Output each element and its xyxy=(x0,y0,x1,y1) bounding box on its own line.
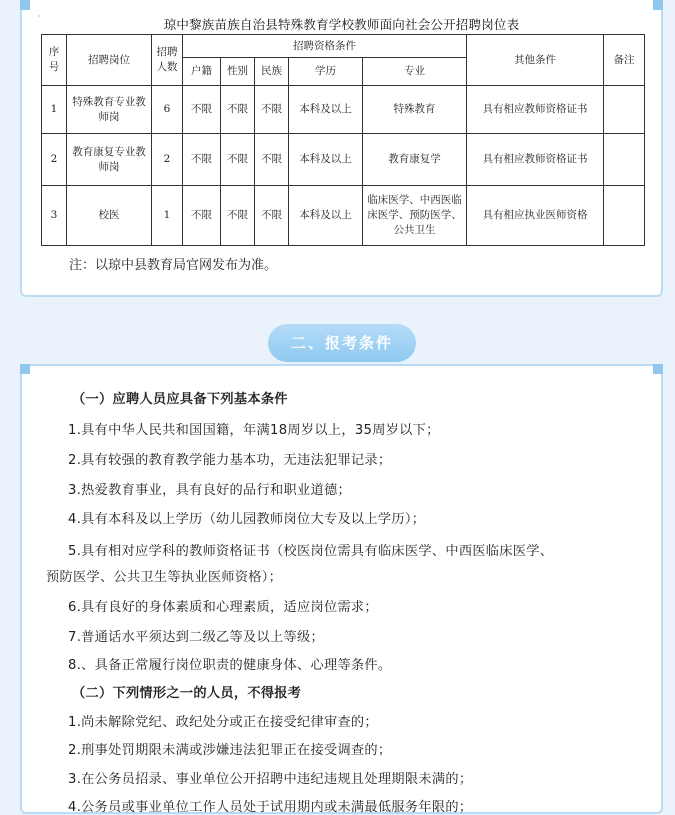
header-gender: 性别 xyxy=(221,58,255,86)
header-ethnicity: 民族 xyxy=(255,58,289,86)
header-requirements: 招聘资格条件 xyxy=(183,35,467,58)
cell-household: 不限 xyxy=(183,86,221,134)
cell-household: 不限 xyxy=(183,186,221,246)
condition-item: 预防医学、公共卫生等执业医师资格）； xyxy=(46,570,283,585)
header-major: 专业 xyxy=(363,58,467,86)
condition-item: 7.普通话水平须达到二级乙等及以上等级； xyxy=(68,630,324,645)
header-remark: 备注 xyxy=(604,35,645,86)
subsection-heading: （二）下列情形之一的人员，不得报考 xyxy=(72,686,302,701)
condition-item: 1.尚未解除党纪、政纪处分或正在接受纪律审查的； xyxy=(68,715,378,730)
header-other: 其他条件 xyxy=(467,35,604,86)
table-title: 琼中黎族苗族自治县特殊教育学校教师面向社会公开招聘岗位表 xyxy=(163,17,520,32)
cell-major: 教育康复学 xyxy=(363,134,467,186)
condition-item: 3.热爱教育事业，具有良好的品行和职业道德； xyxy=(68,483,351,498)
cell-other: 具有相应教师资格证书 xyxy=(467,86,604,134)
conditions-card xyxy=(20,364,663,814)
cell-count: 2 xyxy=(152,134,183,186)
card-corner-decoration xyxy=(20,364,30,374)
cell-education: 本科及以上 xyxy=(289,86,363,134)
subsection-heading: （一）应聘人员应具备下列基本条件 xyxy=(72,392,288,407)
header-seq: 序号 xyxy=(42,35,67,86)
cell-count: 6 xyxy=(152,86,183,134)
condition-item: 5.具有相对应学科的教师资格证书（校医岗位需具有临床医学、中西医临床医学、 xyxy=(68,544,554,559)
cell-remark xyxy=(604,134,645,186)
cell-gender: 不限 xyxy=(221,86,255,134)
card-corner-decoration xyxy=(20,0,30,10)
section-heading-badge: 二、报考条件 xyxy=(268,324,416,362)
condition-item: 2.刑事处罚期限未满或涉嫌违法犯罪正在接受调查的； xyxy=(68,743,392,758)
table-row xyxy=(42,134,645,186)
bullet-dot: · xyxy=(38,12,41,21)
condition-item: 3.在公务员招录、事业单位公开招聘中违纪违规且处理期限未满的； xyxy=(68,772,473,787)
jobs-table xyxy=(41,34,645,246)
cell-other: 具有相应教师资格证书 xyxy=(467,134,604,186)
cell-education: 本科及以上 xyxy=(289,134,363,186)
condition-item: 6.具有良好的身体素质和心理素质，适应岗位需求； xyxy=(68,600,378,615)
table-row xyxy=(42,186,645,246)
header-count: 招聘人数 xyxy=(152,35,183,86)
cell-household: 不限 xyxy=(183,134,221,186)
table-row xyxy=(42,86,645,134)
condition-item: 4.具有本科及以上学历（幼儿园教师岗位大专及以上学历）； xyxy=(68,512,426,527)
table-card xyxy=(20,0,663,297)
cell-major: 临床医学、中西医临床医学、预防医学、公共卫生 xyxy=(363,186,467,246)
card-corner-decoration xyxy=(653,0,663,10)
cell-remark xyxy=(604,186,645,246)
cell-seq: 3 xyxy=(42,186,67,246)
condition-item: 8.、具备正常履行岗位职责的健康身体、心理等条件。 xyxy=(68,658,392,673)
cell-gender: 不限 xyxy=(221,134,255,186)
cell-education: 本科及以上 xyxy=(289,186,363,246)
cell-position: 教育康复专业教师岗 xyxy=(67,134,152,186)
condition-item: 4.公务员或事业单位工作人员处于试用期内或未满最低服务年限的； xyxy=(68,800,473,815)
cell-ethnicity: 不限 xyxy=(255,134,289,186)
cell-other: 具有相应执业医师资格 xyxy=(467,186,604,246)
condition-item: 2.具有较强的教育教学能力基本功，无违法犯罪记录； xyxy=(68,453,392,468)
header-position: 招聘岗位 xyxy=(67,35,152,86)
condition-item: 1.具有中华人民共和国国籍，年满18周岁以上，35周岁以下； xyxy=(68,423,440,438)
table-note: 注：以琼中县教育局官网发布为准。 xyxy=(69,258,278,273)
cell-ethnicity: 不限 xyxy=(255,86,289,134)
cell-position: 校医 xyxy=(67,186,152,246)
cell-ethnicity: 不限 xyxy=(255,186,289,246)
card-corner-decoration xyxy=(653,364,663,374)
cell-seq: 1 xyxy=(42,86,67,134)
cell-remark xyxy=(604,86,645,134)
cell-major: 特殊教育 xyxy=(363,86,467,134)
header-household: 户籍 xyxy=(183,58,221,86)
header-education: 学历 xyxy=(289,58,363,86)
cell-position: 特殊教育专业教师岗 xyxy=(67,86,152,134)
cell-gender: 不限 xyxy=(221,186,255,246)
cell-count: 1 xyxy=(152,186,183,246)
cell-seq: 2 xyxy=(42,134,67,186)
